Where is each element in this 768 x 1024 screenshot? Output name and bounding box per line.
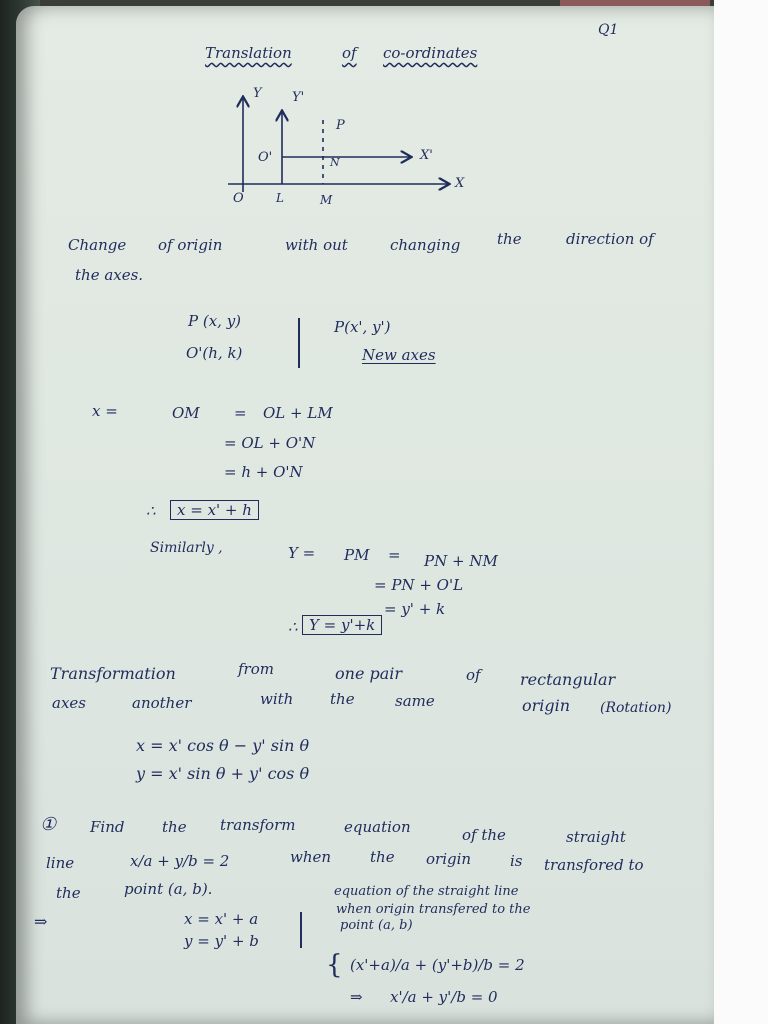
point-p-old: P (x, y): [188, 312, 242, 330]
note-line1: equation of the straight line: [334, 884, 519, 899]
coords-divider: [298, 318, 300, 368]
problem-word-the-2: the: [370, 848, 395, 866]
problem-word-line: line: [46, 854, 75, 872]
intro-word-without: with out: [285, 236, 348, 254]
problem-word-equation: equation: [344, 818, 411, 836]
label-y: Y: [253, 86, 262, 101]
rotation-word-origin: origin: [522, 696, 571, 715]
label-l: L: [276, 191, 284, 205]
intro-word-direction-of: direction of: [566, 230, 654, 248]
label-y-prime: Y': [292, 90, 305, 105]
problem-word-the-3: the: [56, 884, 81, 902]
problem-point: point (a, b).: [124, 880, 213, 898]
intro-word-the: the: [497, 230, 522, 248]
rotation-word-one-pair: one pair: [335, 664, 403, 683]
note-line2: when origin transfered to the: [336, 902, 531, 917]
x-step2: = OL + O'N: [224, 434, 316, 452]
y-step3: = y' + k: [384, 600, 446, 618]
rotation-word-label: (Rotation): [600, 700, 672, 716]
problem-word-is: is: [510, 852, 523, 870]
intro-line-the-axes: the axes.: [75, 266, 144, 284]
point-o-prime: O'(h, k): [186, 344, 243, 362]
rotation-eq-x: x = x' cos θ − y' sin θ: [136, 736, 310, 755]
rotation-word-transformation: Transformation: [50, 664, 176, 683]
similarly-label: Similarly ,: [150, 540, 223, 556]
x-step1-om: OM: [172, 404, 200, 422]
title-word-of: of: [342, 44, 357, 62]
sub-y: y = y' + b: [184, 932, 259, 950]
sub-divider: [300, 912, 302, 948]
rotation-word-from: from: [238, 660, 274, 678]
problem-word-when: when: [290, 848, 332, 866]
intro-word-change: Change: [68, 236, 127, 254]
point-p-new: P(x', y'): [334, 318, 391, 336]
problem-word-straight: straight: [566, 828, 626, 846]
title-word-coordinates: co-ordinates: [383, 44, 478, 62]
new-axes-label: New axes: [362, 346, 436, 364]
rotation-word-same: same: [395, 692, 435, 710]
intro-word-of-origin: of origin: [158, 236, 223, 254]
problem-line-equation: x/a + y/b = 2: [130, 852, 230, 870]
corner-mark: Q1: [598, 22, 619, 38]
label-o-prime: O': [258, 150, 273, 165]
title-word-translation: Translation: [205, 44, 292, 62]
y-equals: Y =: [288, 544, 316, 562]
x-therefore: ∴: [146, 502, 156, 520]
x-step1-rhs: OL + LM: [263, 404, 333, 422]
sub-x: x = x' + a: [184, 910, 259, 928]
implies-arrow: ⇒: [34, 912, 48, 931]
rotation-eq-y: y = x' sin θ + y' cos θ: [136, 764, 310, 783]
result-eq2: x'/a + y'/b = 0: [390, 988, 498, 1006]
rotation-word-another: another: [132, 694, 192, 712]
result-arrow: ⇒: [350, 988, 363, 1006]
x-step3: = h + O'N: [224, 463, 303, 481]
problem-word-find: Find: [90, 818, 125, 836]
x-equals: x =: [92, 402, 118, 420]
problem-word-transform: transform: [220, 816, 296, 834]
problem-number: ①: [40, 814, 57, 835]
brace: {: [326, 950, 343, 980]
y-step1-rhs: PN + NM: [424, 552, 498, 570]
x-step1-eq: =: [234, 404, 247, 422]
result-eq1: (x'+a)/a + (y'+b)/b = 2: [350, 956, 525, 974]
problem-word-the: the: [162, 818, 187, 836]
x-result-box: x = x' + h: [170, 500, 259, 520]
y-step1-eq: =: [388, 546, 401, 564]
rotation-word-the: the: [330, 690, 355, 708]
rotation-word-axes: axes: [52, 694, 86, 712]
label-x: X: [455, 176, 465, 191]
y-result-box: Y = y'+k: [302, 615, 382, 635]
label-x-prime: X': [420, 148, 433, 163]
problem-word-transfored-to: transfored to: [544, 856, 644, 874]
label-p: P: [336, 118, 345, 133]
y-therefore: ∴: [288, 618, 298, 636]
problem-word-of-the: of the: [462, 826, 506, 844]
rotation-word-of: of: [466, 666, 481, 684]
label-n: N: [330, 156, 340, 169]
note-line3: point (a, b): [340, 918, 413, 933]
y-step1-pm: PM: [344, 546, 370, 564]
rotation-word-rectangular: rectangular: [520, 670, 616, 689]
intro-word-changing: changing: [390, 236, 461, 254]
rotation-word-with: with: [260, 690, 294, 708]
problem-word-origin: origin: [426, 850, 472, 868]
label-m: M: [320, 193, 333, 207]
y-step2: = PN + O'L: [374, 576, 464, 594]
label-o: O: [233, 191, 244, 206]
